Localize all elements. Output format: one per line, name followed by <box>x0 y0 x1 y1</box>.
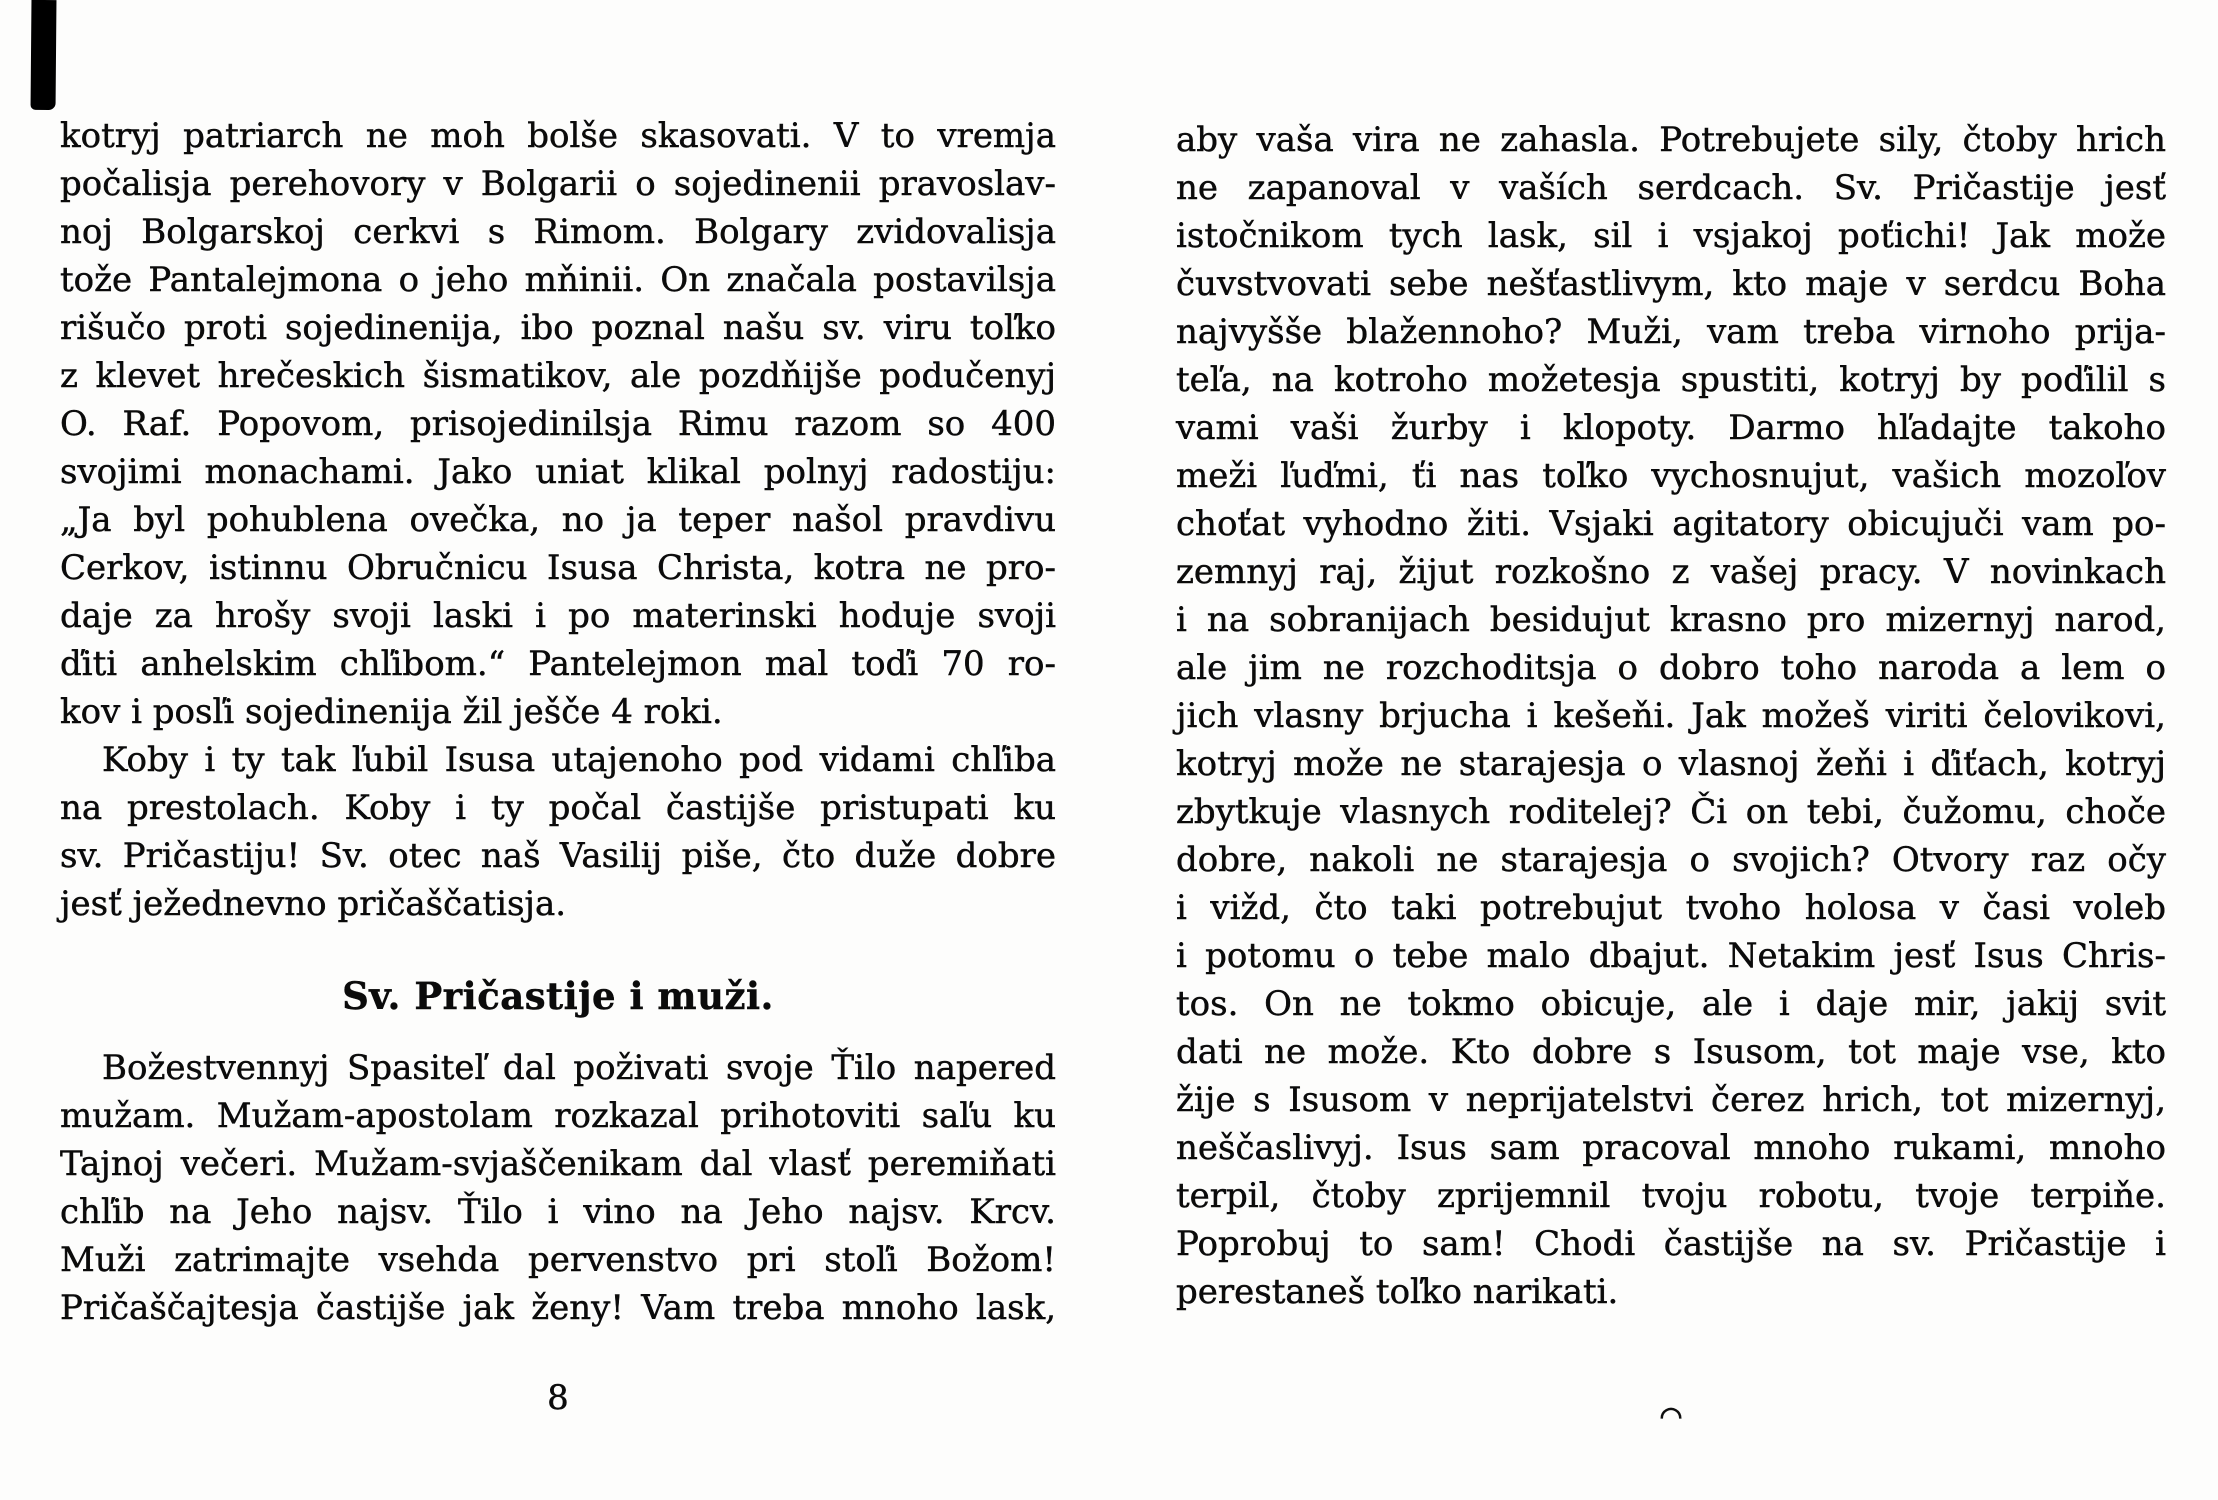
text-line: ale jim ne rozchoditsja o dobro toho naroda a lem o <box>1176 648 2166 688</box>
text-line: jich vlasny brjucha i kešeňi. Jak možeš viriti čelovikovi, <box>1176 696 2166 736</box>
left-page-number: 8 <box>547 1378 569 1418</box>
text-line: sv. Pričastiju! Sv. otec naš Vasilij piše, čto duže dobre <box>60 836 1056 876</box>
text-line: Cerkov, istinnu Obručnicu Isusa Christa, kotra ne pro- <box>60 548 1056 588</box>
text-line: Poprobuj to sam! Chodi častijše na sv. Pričastije i <box>1176 1224 2166 1264</box>
text-line: i potomu o tebe malo dbajut. Netakim jesť Isus Chris- <box>1176 936 2166 976</box>
text-line: i vižd, čto taki potrebujut tvoho holosa v časi voleb <box>1176 888 2166 928</box>
text-line: čuvstvovati sebe nešťastlivym, kto maje v serdcu Boha <box>1176 264 2166 304</box>
text-line: Božestvennyj Spasiteľ dal poživati svoje Ťilo napered <box>102 1048 1056 1088</box>
text-line: zemnyj raj, žijut rozkošno z vašej pracy. V novinkach <box>1176 552 2166 592</box>
text-line: i na sobranijach besidujut krasno pro mizernyj narod, <box>1176 600 2166 640</box>
text-line: mužam. Mužam-apostolam rozkazal prihotoviti saľu ku <box>60 1096 1056 1136</box>
text-line: tože Pantalejmona o jeho mňinii. On značala postavilsja <box>60 260 1056 300</box>
text-line: terpil, čtoby zprijemnil tvoju robotu, tvoje terpiňe. <box>1176 1176 2166 1216</box>
text-line: ďiti anhelskim chľibom.“ Pantelejmon mal toďi 70 ro- <box>60 644 1056 684</box>
text-line: zbytkuje vlasnych roditelej? Či on tebi, čužomu, choče <box>1176 792 2166 832</box>
text-line: najvyšše blažennoho? Muži, vam treba virnoho prija- <box>1176 312 2166 352</box>
text-line: svojimi monachami. Jako uniat klikal polnyj radostiju: <box>60 452 1056 492</box>
text-line: ne zapanoval v vaších serdcach. Sv. Pričastije jesť <box>1176 168 2166 208</box>
text-line: „Ja byl pohublena ovečka, no ja teper našol pravdivu <box>60 500 1056 540</box>
paragraph-continued-from-previous-page <box>60 112 1056 736</box>
text-line: dati ne može. Kto dobre s Isusom, tot maje vse, kto <box>1176 1032 2166 1072</box>
scan-ink-artifact <box>31 0 57 110</box>
right-page-text-column <box>1176 116 2166 1432</box>
text-line: Koby i ty tak ľubil Isusa utajenoho pod vidami chľiba <box>102 740 1056 780</box>
text-line: teľa, na kotroho možetesja spustiti, kotryj by poďilil s <box>1176 360 2166 400</box>
text-line: noj Bolgarskoj cerkvi s Rimom. Bolgary zvidovalisja <box>60 212 1056 252</box>
text-line: istočnikom tych lask, sil i vsjakoj poťichi! Jak može <box>1176 216 2166 256</box>
text-line: žije s Isusom v neprijatelstvi čerez hrich, tot mizernyj, <box>1176 1080 2166 1120</box>
text-line: neščaslivyj. Isus sam pracoval mnoho rukami, mnoho <box>1176 1128 2166 1168</box>
paragraph-continued-from-left-page <box>1176 116 2166 1316</box>
text-line: choťat vyhodno žiti. Vsjaki agitatory obicujuči vam po- <box>1176 504 2166 544</box>
left-page-text-column <box>60 112 1056 1418</box>
text-line: rišučo proti sojedinenija, ibo poznal našu sv. viru toľko <box>60 308 1056 348</box>
text-line: O. Raf. Popovom, prisojedinilsja Rimu razom so 400 <box>60 404 1056 444</box>
text-line: Muži zatrimajte vsehda pervenstvo pri stoľi Božom! <box>60 1240 1056 1280</box>
text-line: perestaneš toľko narikati. <box>1176 1272 1619 1312</box>
text-line: počalisja perehovory v Bolgarii o sojedinenii pravoslav- <box>60 164 1056 204</box>
text-line: chľib na Jeho najsv. Ťilo i vino na Jeho najsv. Krcv. <box>60 1192 1056 1232</box>
text-line: tos. On ne tokmo obicuje, ale i daje mir, jakij svit <box>1176 984 2166 1024</box>
paragraph <box>60 736 1056 928</box>
text-line: jesť ježednevno pričaščatisja. <box>60 884 567 924</box>
text-line: Tajnoj večeri. Mužam-svjaščenikam dal vlasť peremiňati <box>60 1144 1056 1184</box>
section-heading: Sv. Pričastije i muži. <box>342 974 774 1018</box>
text-line: kotryj može ne starajesja o vlasnoj žeňi i ďiťach, kotryj <box>1176 744 2166 784</box>
right-page-number-partial: ◠ <box>1659 1402 1683 1432</box>
text-line: Pričaščajtesja častijše jak ženy! Vam treba mnoho lask, <box>60 1288 1056 1328</box>
text-line: vami vaši žurby i klopoty. Darmo hľadajte takoho <box>1176 408 2166 448</box>
text-line: daje za hrošy svoji laski i po materinski hoduje svoji <box>60 596 1056 636</box>
text-line: dobre, nakoli ne starajesja o svojich? Otvory raz očy <box>1176 840 2166 880</box>
text-line: na prestolach. Koby i ty počal častijše pristupati ku <box>60 788 1056 828</box>
text-line: meži ľuďmi, ťi nas toľko vychosnujut, vašich mozoľov <box>1176 456 2166 496</box>
paragraph <box>60 1044 1056 1332</box>
text-line: aby vaša vira ne zahasla. Potrebujete sily, čtoby hrich <box>1176 120 2166 160</box>
text-line: kov i posľi sojedinenija žil ješče 4 roki. <box>60 692 723 732</box>
text-line: kotryj patriarch ne moh bolše skasovati. V to vremja <box>60 116 1056 156</box>
text-line: z klevet hrečeskich šismatikov, ale pozdňijše podučenyj <box>60 356 1056 396</box>
